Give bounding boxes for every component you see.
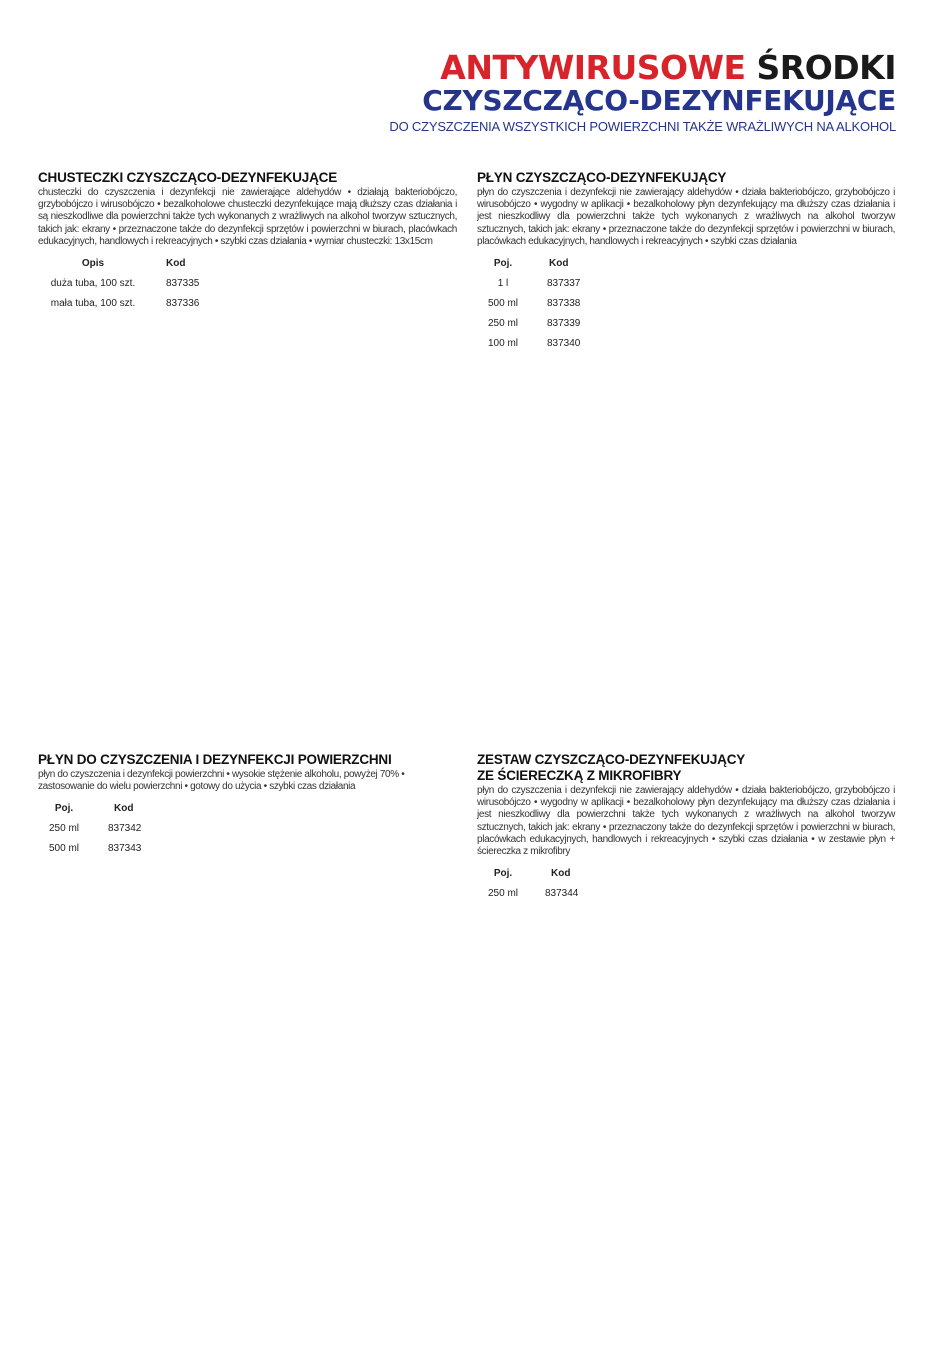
- column-header: Kod: [551, 868, 571, 880]
- column-header: Poj.: [493, 868, 513, 880]
- section-surface-liquid: [38, 752, 424, 858]
- table-cell: 250 ml: [48, 822, 79, 834]
- section-title: PŁYN CZYSZCZĄCO-DEZYNFEKUJĄCY: [477, 170, 727, 185]
- table-row: [38, 838, 174, 858]
- section-title: PŁYN DO CZYSZCZENIA I DEZYNFEKCJI POWIERZCHNI: [38, 752, 392, 767]
- product-table: [477, 868, 611, 903]
- product-table: [477, 258, 609, 353]
- column-header: Poj.: [54, 803, 74, 815]
- product-table: [38, 803, 174, 858]
- section-description: chusteczki do czyszczenia i dezynfekcji nie zawierające aldehydów • działają bakteriobójczo, grzybobójczo i wirusobójczo • bezalkoholowe chusteczki dezynfekujące mają dłuższy czas działania i są nieszkodliwe dla powierzchni także tych wykonanych z wrażliwych na alkohol tworzyw sztucznych, takich jak: ekrany • przeznaczone także do dezynfekcji sprzętów i powierzchni w biurach, placówkach edukacyjnych, handlowych i rekreacyjnych • szybki czas działania • wymiar chusteczki: 13x15cm: [38, 187, 457, 247]
- column-header: Opis: [81, 258, 105, 270]
- section-description: płyn do czyszczenia i dezynfekcji powierzchni • wysokie stężenie alkoholu, powyżej 70% • zastosowanie do wielu powierzchni • gotowy do użycia • szybki czas działania: [38, 769, 405, 793]
- table-cell: 250 ml: [487, 317, 518, 329]
- table-cell: 1 l: [497, 277, 509, 289]
- section-kit: [477, 752, 895, 903]
- table-row: [477, 333, 609, 353]
- table-cell: 837337: [547, 277, 581, 289]
- column-header: Kod: [114, 803, 134, 815]
- title-black: ŚRODKI: [756, 48, 896, 87]
- table-cell: 837340: [547, 337, 581, 349]
- table-row: [38, 273, 206, 293]
- table-cell: 100 ml: [487, 337, 518, 349]
- table-row: [477, 313, 609, 333]
- table-cell: 837336: [166, 297, 200, 309]
- table-cell: 837338: [547, 297, 581, 309]
- table-cell: 500 ml: [48, 842, 79, 854]
- column-header: Kod: [166, 258, 186, 270]
- table-row: [477, 273, 609, 293]
- table-row: [477, 293, 609, 313]
- product-table: [38, 258, 206, 313]
- table-row: [38, 293, 206, 313]
- section-description: płyn do czyszczenia i dezynfekcji nie zawierający aldehydów • działa bakteriobójczo, grzybobójczo i wirusobójczo • wygodny w aplikacji • bezalkoholowy płyn dezynfekujący ma dłuższy czas działania i jest nieszkodliwy dla powierzchni także tych wykonanych z wrażliwych na alkohol tworzyw sztucznych, takich jak: ekrany • przeznaczone także do dezynfekcji sprzętów i powierzchni w biurach, placówkach edukacyjnych, handlowych i rekreacyjnych • szybki czas działania: [477, 187, 895, 247]
- section-liquid: [477, 170, 895, 353]
- column-header: Kod: [549, 258, 569, 270]
- table-cell: mała tuba, 100 szt.: [50, 297, 136, 309]
- page-title: [276, 50, 896, 86]
- column-header: Poj.: [493, 258, 513, 270]
- title-red: ANTYWIRUSOWE: [440, 48, 746, 87]
- section-wipes: [38, 170, 457, 313]
- table-row: [477, 883, 611, 903]
- title-blue: CZYSZCZĄCO-DEZYNFEKUJĄCE: [422, 84, 896, 117]
- table-row: [38, 818, 174, 838]
- section-description: płyn do czyszczenia i dezynfekcji nie zawierający aldehydów • działa bakteriobójczo, grzybobójczo i wirusobójczo • wygodny w aplikacji • bezalkoholowy płyn dezynfekujący ma dłuższy czas działania i jest nieszkodliwy dla powierzchni także tych wykonanych z wrażliwych na alkohol tworzyw sztucznych, takich jak: ekrany • przeznaczony także do dezynfekcji sprzętów i powierzchni w biurach, placówkach edukacyjnych, handlowych i rekreacyjnych • szybki czas działania • w zestawie płyn + ściereczka z mikrofibry: [477, 785, 895, 858]
- table-cell: 500 ml: [487, 297, 518, 309]
- table-cell: duża tuba, 100 szt.: [50, 277, 136, 289]
- table-cell: 837335: [166, 277, 200, 289]
- page-header: [276, 50, 896, 134]
- section-title: CHUSTECZKI CZYSZCZĄCO-DEZYNFEKUJĄCE: [38, 170, 338, 185]
- section-title-line1: ZESTAW CZYSZCZĄCO-DEZYNFEKUJĄCY: [477, 752, 746, 767]
- section-title-line2: ZE ŚCIERECZKĄ Z MIKROFIBRY: [477, 768, 682, 783]
- table-cell: 837344: [545, 887, 579, 899]
- table-cell: 837339: [547, 317, 581, 329]
- table-cell: 837343: [108, 842, 142, 854]
- page-subtitle: DO CZYSZCZENIA WSZYSTKICH POWIERZCHNI TAKŻE WRAŻLIWYCH NA ALKOHOL: [389, 119, 896, 134]
- table-cell: 250 ml: [487, 887, 518, 899]
- table-cell: 837342: [108, 822, 142, 834]
